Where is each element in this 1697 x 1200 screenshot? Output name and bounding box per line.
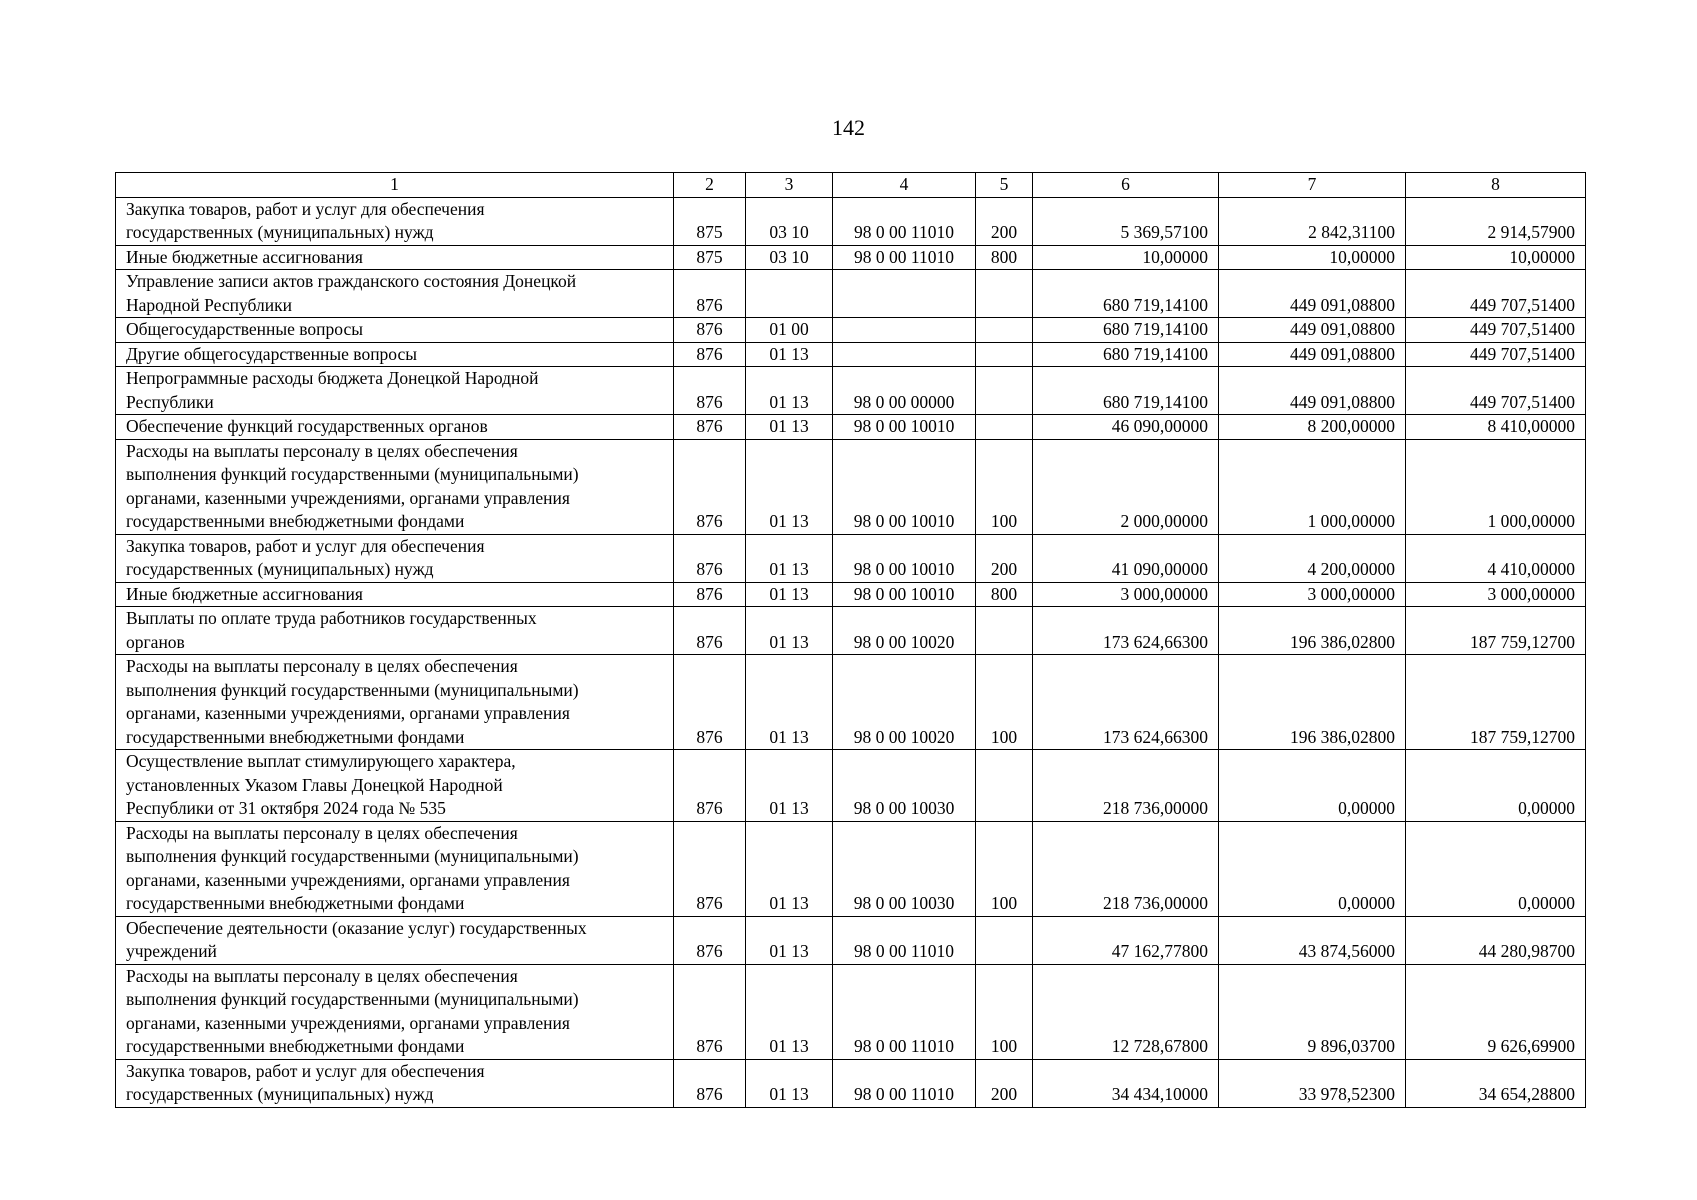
- description-line: Народной Республики: [126, 294, 292, 315]
- cell-admin-code: 876: [674, 367, 746, 415]
- description-line: Управление записи актов гражданского состояния Донецкой: [126, 271, 577, 291]
- cell-description: [116, 582, 674, 607]
- description-line: Общегосударственные вопросы: [126, 319, 364, 339]
- description-line: Выплаты по оплате труда работников государственных: [126, 608, 537, 628]
- column-header: 1: [116, 173, 674, 198]
- column-header: 7: [1219, 173, 1406, 198]
- description-line: выполнения функций государственными (муниципальными): [126, 464, 579, 484]
- cell-amount-col7: 43 874,56000: [1219, 916, 1406, 964]
- cell-amount-col8: 3 000,00000: [1406, 582, 1586, 607]
- cell-amount-col8: 187 759,12700: [1406, 655, 1586, 750]
- table-row: [116, 607, 1586, 655]
- cell-amount-col7: 196 386,02800: [1219, 607, 1406, 655]
- cell-description: [116, 916, 674, 964]
- cell-amount-col6: 3 000,00000: [1033, 582, 1219, 607]
- cell-amount-col8: 34 654,28800: [1406, 1059, 1586, 1107]
- cell-amount-col6: 680 719,14100: [1033, 342, 1219, 367]
- description-line: учреждений: [126, 941, 217, 961]
- cell-target-code: 98 0 00 10020: [833, 655, 976, 750]
- cell-section-code: 01 13: [746, 439, 833, 534]
- cell-description: [116, 821, 674, 916]
- cell-description: [116, 318, 674, 343]
- description-line: органами, казенными учреждениями, органами управления: [126, 869, 570, 890]
- cell-amount-col7: 1 000,00000: [1219, 439, 1406, 534]
- cell-expense-type: [976, 342, 1033, 367]
- cell-target-code: [833, 342, 976, 367]
- table-header-row: [116, 173, 1586, 198]
- description-line: государственными внебюджетными фондами: [126, 511, 465, 531]
- cell-admin-code: 875: [674, 197, 746, 245]
- cell-amount-col8: 187 759,12700: [1406, 607, 1586, 655]
- cell-amount-col6: 47 162,77800: [1033, 916, 1219, 964]
- cell-amount-col8: 0,00000: [1406, 750, 1586, 822]
- description-line: выполнения функций государственными (муниципальными): [126, 989, 579, 1009]
- cell-target-code: 98 0 00 11010: [833, 1059, 976, 1107]
- cell-target-code: 98 0 00 11010: [833, 245, 976, 270]
- description-line: Обеспечение деятельности (оказание услуг) государственных: [126, 917, 587, 938]
- description-line: Другие общегосударственные вопросы: [126, 343, 418, 364]
- description-line: органами, казенными учреждениями, органами управления: [126, 1012, 570, 1033]
- cell-target-code: 98 0 00 00000: [833, 367, 976, 415]
- table-row: [116, 415, 1586, 440]
- cell-amount-col6: 12 728,67800: [1033, 964, 1219, 1059]
- cell-amount-col8: 0,00000: [1406, 821, 1586, 916]
- description-line: выполнения функций государственными (муниципальными): [126, 679, 579, 700]
- cell-admin-code: 876: [674, 1059, 746, 1107]
- table-row: [116, 270, 1586, 318]
- cell-amount-col7: 9 896,03700: [1219, 964, 1406, 1059]
- table-row: [116, 534, 1586, 582]
- column-header: 5: [976, 173, 1033, 198]
- description-line: органами, казенными учреждениями, органами управления: [126, 487, 570, 508]
- description-line: Обеспечение функций государственных органов: [126, 416, 488, 436]
- cell-admin-code: 876: [674, 964, 746, 1059]
- cell-target-code: 98 0 00 10010: [833, 439, 976, 534]
- cell-admin-code: 875: [674, 245, 746, 270]
- description-line: органов: [126, 631, 185, 652]
- cell-amount-col7: 8 200,00000: [1219, 415, 1406, 440]
- table-row: [116, 655, 1586, 750]
- column-header: 3: [746, 173, 833, 198]
- table-row: [116, 821, 1586, 916]
- cell-expense-type: [976, 367, 1033, 415]
- cell-expense-type: 100: [976, 964, 1033, 1059]
- cell-target-code: 98 0 00 10010: [833, 415, 976, 440]
- cell-amount-col8: 449 707,51400: [1406, 367, 1586, 415]
- cell-admin-code: 876: [674, 415, 746, 440]
- table-row: [116, 916, 1586, 964]
- description-line: установленных Указом Главы Донецкой Народной: [126, 774, 503, 795]
- cell-target-code: 98 0 00 10020: [833, 607, 976, 655]
- cell-amount-col8: 8 410,00000: [1406, 415, 1586, 440]
- cell-expense-type: [976, 607, 1033, 655]
- cell-target-code: 98 0 00 10030: [833, 821, 976, 916]
- table-row: [116, 318, 1586, 343]
- description-line: государственных (муниципальных) нужд: [126, 1084, 434, 1104]
- cell-admin-code: 876: [674, 342, 746, 367]
- table-row: [116, 439, 1586, 534]
- cell-amount-col8: 449 707,51400: [1406, 342, 1586, 367]
- cell-expense-type: 100: [976, 439, 1033, 534]
- cell-section-code: 01 13: [746, 582, 833, 607]
- description-line: государственных (муниципальных) нужд: [126, 559, 434, 579]
- cell-amount-col7: 0,00000: [1219, 821, 1406, 916]
- page-number: 142: [832, 115, 865, 140]
- cell-expense-type: 800: [976, 582, 1033, 607]
- cell-target-code: 98 0 00 11010: [833, 197, 976, 245]
- cell-amount-col6: 5 369,57100: [1033, 197, 1219, 245]
- cell-amount-col6: 34 434,10000: [1033, 1059, 1219, 1107]
- column-header: 8: [1406, 173, 1586, 198]
- description-line: Республики: [126, 391, 214, 412]
- column-header: 4: [833, 173, 976, 198]
- description-line: Расходы на выплаты персоналу в целях обеспечения: [126, 822, 518, 843]
- cell-section-code: 01 13: [746, 916, 833, 964]
- cell-target-code: 98 0 00 10010: [833, 534, 976, 582]
- description-line: государственными внебюджетными фондами: [126, 1036, 465, 1056]
- cell-expense-type: 200: [976, 534, 1033, 582]
- cell-amount-col6: 218 736,00000: [1033, 750, 1219, 822]
- cell-expense-type: [976, 318, 1033, 343]
- cell-description: [116, 270, 674, 318]
- cell-amount-col6: 173 624,66300: [1033, 655, 1219, 750]
- cell-description: [116, 655, 674, 750]
- cell-amount-col7: 449 091,08800: [1219, 367, 1406, 415]
- cell-expense-type: 200: [976, 197, 1033, 245]
- table-row: [116, 367, 1586, 415]
- cell-target-code: 98 0 00 10010: [833, 582, 976, 607]
- description-line: Закупка товаров, работ и услуг для обеспечения: [126, 1060, 485, 1081]
- cell-amount-col7: 196 386,02800: [1219, 655, 1406, 750]
- cell-amount-col8: 44 280,98700: [1406, 916, 1586, 964]
- description-line: государственных (муниципальных) нужд: [126, 222, 434, 242]
- cell-admin-code: 876: [674, 318, 746, 343]
- cell-admin-code: 876: [674, 534, 746, 582]
- cell-expense-type: 100: [976, 821, 1033, 916]
- description-line: Закупка товаров, работ и услуг для обеспечения: [126, 535, 485, 556]
- cell-section-code: 01 13: [746, 534, 833, 582]
- cell-admin-code: 876: [674, 916, 746, 964]
- table-row: [116, 750, 1586, 822]
- cell-description: [116, 750, 674, 822]
- cell-expense-type: [976, 415, 1033, 440]
- cell-amount-col6: 680 719,14100: [1033, 318, 1219, 343]
- description-line: выполнения функций государственными (муниципальными): [126, 846, 579, 866]
- cell-admin-code: 876: [674, 821, 746, 916]
- cell-admin-code: 876: [674, 582, 746, 607]
- description-line: Расходы на выплаты персоналу в целях обеспечения: [126, 656, 518, 676]
- cell-amount-col7: 0,00000: [1219, 750, 1406, 822]
- cell-description: [116, 534, 674, 582]
- cell-section-code: 01 13: [746, 1059, 833, 1107]
- table-body: [116, 173, 1586, 1108]
- cell-amount-col6: 46 090,00000: [1033, 415, 1219, 440]
- cell-admin-code: 876: [674, 439, 746, 534]
- cell-description: [116, 342, 674, 367]
- description-line: государственными внебюджетными фондами: [126, 726, 465, 747]
- cell-amount-col8: 2 914,57900: [1406, 197, 1586, 245]
- cell-target-code: 98 0 00 10030: [833, 750, 976, 822]
- cell-amount-col7: 449 091,08800: [1219, 270, 1406, 318]
- cell-section-code: 03 10: [746, 197, 833, 245]
- cell-amount-col7: 4 200,00000: [1219, 534, 1406, 582]
- cell-section-code: 01 13: [746, 655, 833, 750]
- cell-description: [116, 964, 674, 1059]
- cell-description: [116, 607, 674, 655]
- cell-amount-col7: 33 978,52300: [1219, 1059, 1406, 1107]
- cell-section-code: 01 13: [746, 750, 833, 822]
- table-row: [116, 964, 1586, 1059]
- cell-target-code: 98 0 00 11010: [833, 916, 976, 964]
- cell-amount-col7: 3 000,00000: [1219, 582, 1406, 607]
- cell-section-code: 01 13: [746, 964, 833, 1059]
- description-line: Иные бюджетные ассигнования: [126, 583, 363, 604]
- cell-description: [116, 245, 674, 270]
- table-row: [116, 197, 1586, 245]
- description-line: органами, казенными учреждениями, органами управления: [126, 703, 570, 723]
- table-row: [116, 245, 1586, 270]
- cell-amount-col7: 10,00000: [1219, 245, 1406, 270]
- column-header: 6: [1033, 173, 1219, 198]
- column-header: 2: [674, 173, 746, 198]
- cell-amount-col8: 449 707,51400: [1406, 270, 1586, 318]
- cell-amount-col8: 9 626,69900: [1406, 964, 1586, 1059]
- description-line: Расходы на выплаты персоналу в целях обеспечения: [126, 965, 518, 986]
- description-line: Непрограммные расходы бюджета Донецкой Народной: [126, 368, 539, 388]
- cell-amount-col6: 10,00000: [1033, 245, 1219, 270]
- cell-amount-col6: 173 624,66300: [1033, 607, 1219, 655]
- cell-amount-col6: 41 090,00000: [1033, 534, 1219, 582]
- cell-section-code: 01 13: [746, 367, 833, 415]
- cell-amount-col7: 449 091,08800: [1219, 342, 1406, 367]
- cell-amount-col8: 10,00000: [1406, 245, 1586, 270]
- cell-section-code: 01 13: [746, 342, 833, 367]
- cell-description: [116, 439, 674, 534]
- table-row: [116, 582, 1586, 607]
- table-row: [116, 342, 1586, 367]
- description-line: Республики от 31 октября 2024 года № 535: [126, 798, 446, 818]
- cell-admin-code: 876: [674, 655, 746, 750]
- cell-amount-col6: 2 000,00000: [1033, 439, 1219, 534]
- cell-admin-code: 876: [674, 270, 746, 318]
- cell-amount-col6: 218 736,00000: [1033, 821, 1219, 916]
- budget-table: [115, 172, 1586, 1108]
- cell-target-code: [833, 270, 976, 318]
- description-line: Расходы на выплаты персоналу в целях обеспечения: [126, 440, 518, 461]
- cell-expense-type: [976, 270, 1033, 318]
- cell-amount-col7: 449 091,08800: [1219, 318, 1406, 343]
- cell-expense-type: 800: [976, 245, 1033, 270]
- cell-description: [116, 197, 674, 245]
- cell-target-code: [833, 318, 976, 343]
- description-line: государственными внебюджетными фондами: [126, 893, 465, 913]
- cell-section-code: [746, 270, 833, 318]
- description-line: Закупка товаров, работ и услуг для обеспечения: [126, 198, 485, 219]
- cell-expense-type: [976, 750, 1033, 822]
- cell-amount-col8: 4 410,00000: [1406, 534, 1586, 582]
- cell-admin-code: 876: [674, 750, 746, 822]
- cell-section-code: 01 13: [746, 415, 833, 440]
- cell-expense-type: [976, 916, 1033, 964]
- cell-amount-col6: 680 719,14100: [1033, 270, 1219, 318]
- cell-section-code: 01 13: [746, 607, 833, 655]
- description-line: Иные бюджетные ассигнования: [126, 246, 363, 267]
- cell-amount-col7: 2 842,31100: [1219, 197, 1406, 245]
- cell-target-code: 98 0 00 11010: [833, 964, 976, 1059]
- cell-section-code: 03 10: [746, 245, 833, 270]
- cell-expense-type: 100: [976, 655, 1033, 750]
- cell-section-code: 01 13: [746, 821, 833, 916]
- cell-amount-col6: 680 719,14100: [1033, 367, 1219, 415]
- cell-description: [116, 1059, 674, 1107]
- cell-description: [116, 367, 674, 415]
- cell-section-code: 01 00: [746, 318, 833, 343]
- table-row: [116, 1059, 1586, 1107]
- cell-amount-col8: 1 000,00000: [1406, 439, 1586, 534]
- description-line: Осуществление выплат стимулирующего характера,: [126, 751, 516, 771]
- cell-description: [116, 415, 674, 440]
- cell-admin-code: 876: [674, 607, 746, 655]
- cell-amount-col8: 449 707,51400: [1406, 318, 1586, 343]
- cell-expense-type: 200: [976, 1059, 1033, 1107]
